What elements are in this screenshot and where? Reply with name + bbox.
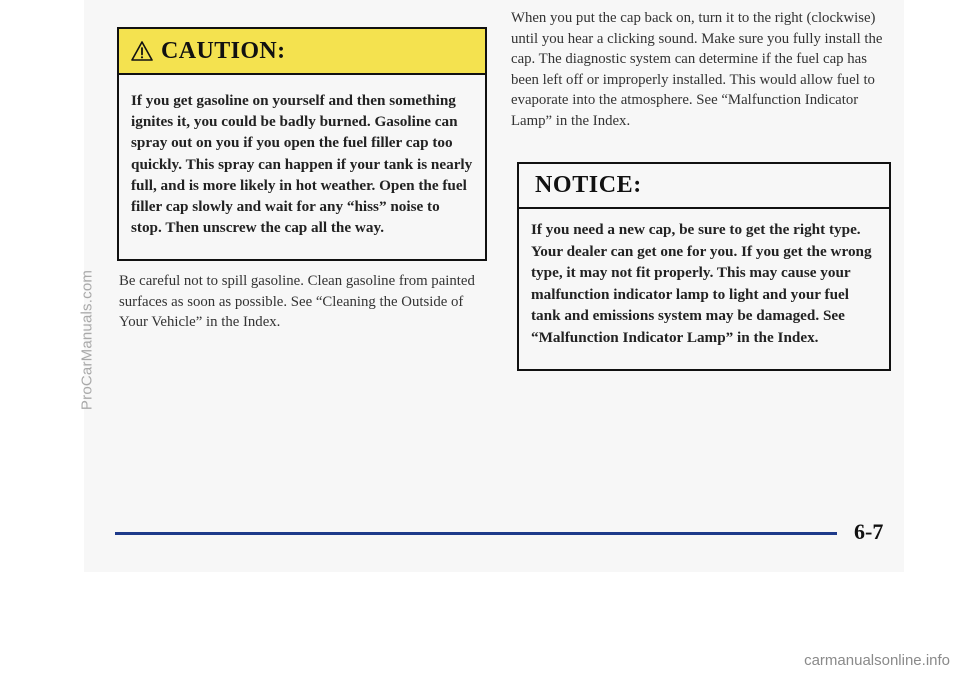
bottom-watermark: carmanualsonline.info (804, 652, 950, 669)
footer-rule (115, 532, 837, 535)
notice-text: If you need a new cap, be sure to get the right type. Your dealer can get one for you. If you get the wrong type, it may not fit properly. This may cause your malfunction indicator lamp to light and your fuel tank and emissions system may be damaged. See “Malfunction Indicator Lamp” in the Index. (531, 221, 872, 346)
caution-title: CAUTION: (161, 37, 286, 64)
side-watermark: ProCarManuals.com (78, 269, 96, 411)
fuel-cap-install-paragraph: When you put the cap back on, turn it to the right (clockwise) until you hear a clicking sound. Make sure you fully install the cap. The diagnostic system can determine if the fuel cap has been left off or improperly installed. This would allow fuel to evaporate into the atmosphere. See “Malfunction Indicator Lamp” in the Index. (511, 10, 883, 129)
warning-triangle-icon (131, 40, 153, 62)
notice-title: NOTICE: (535, 172, 642, 198)
notice-header (519, 164, 889, 209)
gasoline-spill-paragraph: Be careful not to spill gasoline. Clean gasoline from painted surfaces as soon as possible. See “Cleaning the Outside of Your Vehicle” in the Index. (119, 273, 475, 330)
page-number: 6-7 (854, 519, 884, 544)
caution-text: If you get gasoline on yourself and then something ignites it, you could be badly burned. Gasoline can spray out on you if you open the fuel filler cap too quickly. This spray can happen if your tank is nearly full, and is more likely in hot weather. Open the fuel filler cap slowly and wait for any “hiss” noise to stop. Then unscrew the cap all the way. (131, 92, 473, 237)
caution-box (117, 27, 487, 261)
notice-box (517, 162, 891, 371)
caution-header (119, 29, 485, 75)
